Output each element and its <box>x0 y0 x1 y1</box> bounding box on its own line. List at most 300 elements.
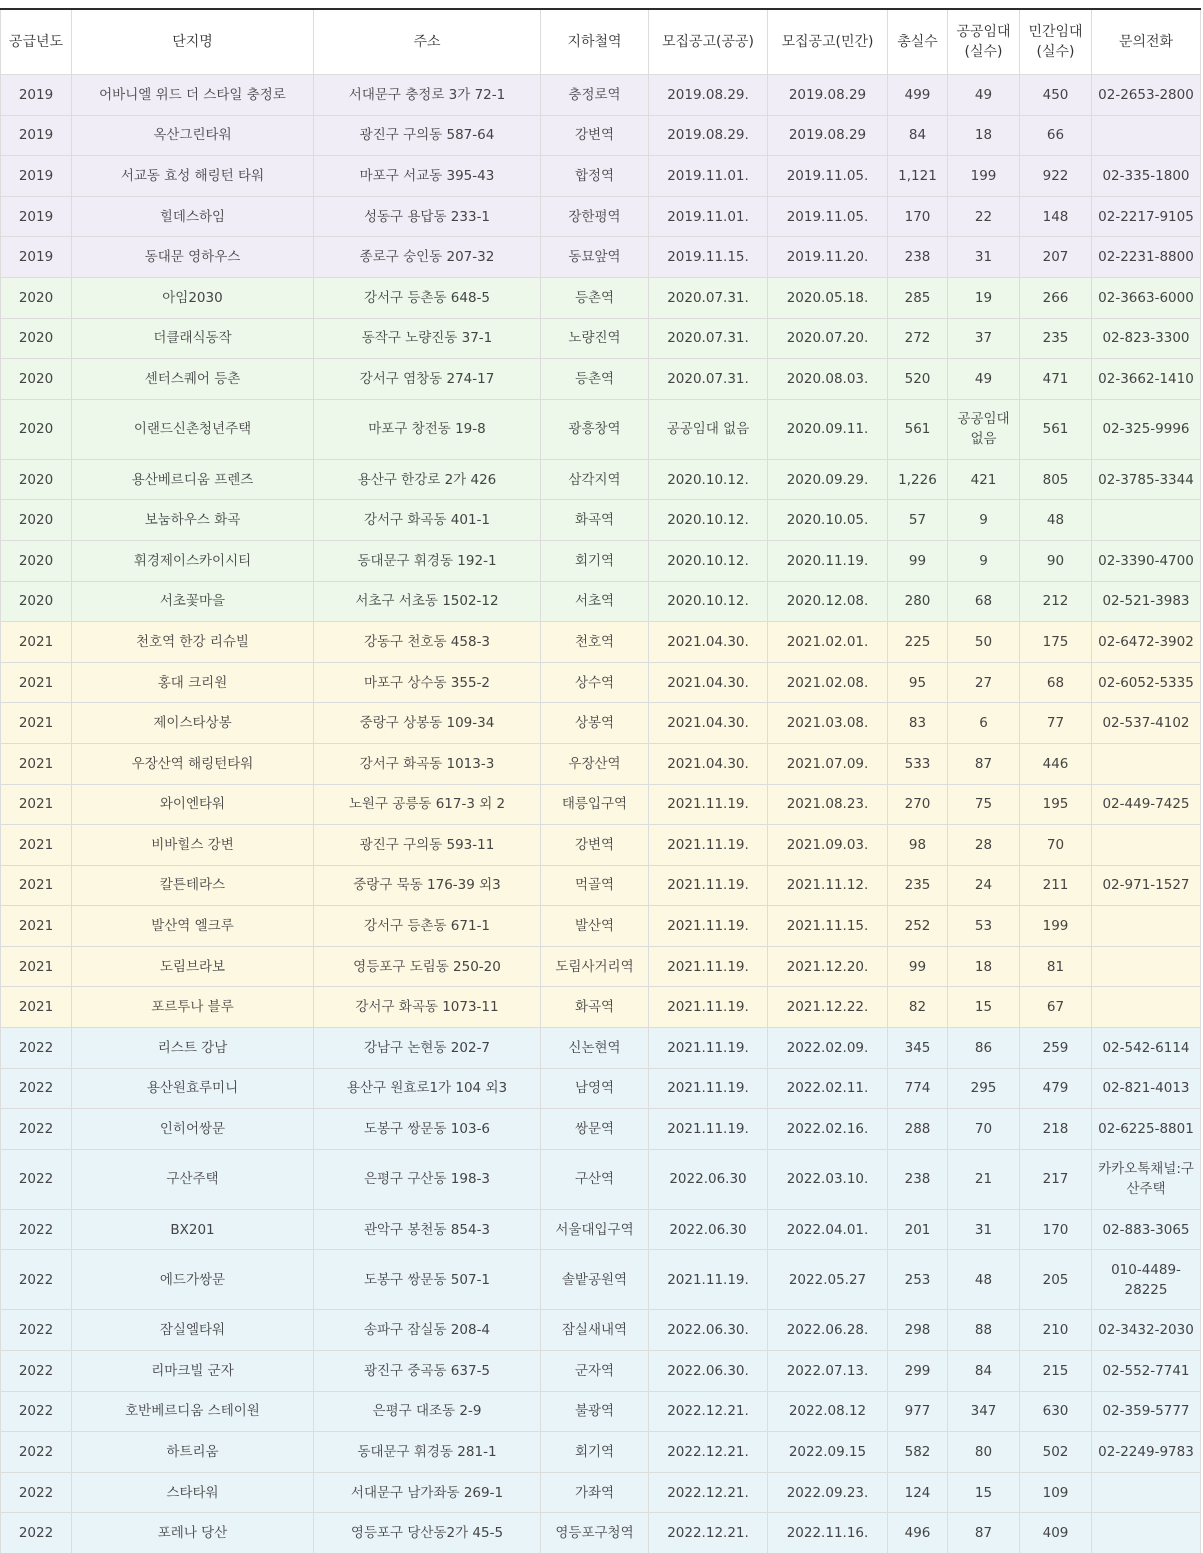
cell-notice-private: 2022.07.13. <box>768 1351 888 1392</box>
table-row <box>1 946 1201 987</box>
cell-subway-station: 솔밭공원역 <box>541 1250 649 1310</box>
cell-contact-phone: 02-542-6114 <box>1092 1028 1201 1069</box>
cell-contact-phone <box>1092 743 1201 784</box>
cell-supply-year: 2020 <box>1 500 72 541</box>
cell-notice-private: 2021.07.09. <box>768 743 888 784</box>
cell-notice-public: 2021.11.19. <box>649 987 768 1028</box>
cell-supply-year: 2022 <box>1 1310 72 1351</box>
cell-private-rental-units: 805 <box>1020 459 1092 500</box>
cell-total-units: 252 <box>888 906 948 947</box>
cell-private-rental-units: 205 <box>1020 1250 1092 1310</box>
cell-private-rental-units: 630 <box>1020 1391 1092 1432</box>
cell-address: 마포구 서교동 395-43 <box>314 156 541 197</box>
cell-private-rental-units: 266 <box>1020 277 1092 318</box>
cell-public-rental-units: 18 <box>948 946 1020 987</box>
cell-contact-phone: 02-2653-2800 <box>1092 75 1201 116</box>
cell-notice-private: 2022.06.28. <box>768 1310 888 1351</box>
cell-private-rental-units: 210 <box>1020 1310 1092 1351</box>
cell-supply-year: 2021 <box>1 987 72 1028</box>
cell-address: 관악구 봉천동 854-3 <box>314 1209 541 1250</box>
cell-notice-public: 2019.11.01. <box>649 196 768 237</box>
cell-total-units: 253 <box>888 1250 948 1310</box>
cell-total-units: 235 <box>888 865 948 906</box>
cell-total-units: 280 <box>888 581 948 622</box>
table-row <box>1 1351 1201 1392</box>
cell-total-units: 977 <box>888 1391 948 1432</box>
cell-total-units: 499 <box>888 75 948 116</box>
cell-contact-phone: 02-552-7741 <box>1092 1351 1201 1392</box>
cell-total-units: 270 <box>888 784 948 825</box>
cell-notice-private: 2020.05.18. <box>768 277 888 318</box>
cell-complex-name: 리스트 강남 <box>72 1028 314 1069</box>
cell-public-rental-units: 48 <box>948 1250 1020 1310</box>
cell-contact-phone: 02-3390-4700 <box>1092 540 1201 581</box>
cell-supply-year: 2020 <box>1 399 72 459</box>
cell-notice-private: 2019.08.29 <box>768 115 888 156</box>
cell-notice-public: 2020.10.12. <box>649 581 768 622</box>
cell-notice-public: 2021.11.19. <box>649 906 768 947</box>
cell-notice-private: 2020.07.20. <box>768 318 888 359</box>
cell-subway-station: 쌍문역 <box>541 1109 649 1150</box>
cell-public-rental-units: 68 <box>948 581 1020 622</box>
cell-notice-private: 2021.03.08. <box>768 703 888 744</box>
cell-notice-private: 2019.08.29 <box>768 75 888 116</box>
cell-notice-public: 2022.12.21. <box>649 1432 768 1473</box>
table-row <box>1 1109 1201 1150</box>
cell-complex-name: 용산베르디움 프렌즈 <box>72 459 314 500</box>
cell-subway-station: 강변역 <box>541 115 649 156</box>
cell-address: 강동구 천호동 458-3 <box>314 622 541 663</box>
cell-public-rental-units: 22 <box>948 196 1020 237</box>
cell-private-rental-units: 212 <box>1020 581 1092 622</box>
table-row <box>1 459 1201 500</box>
cell-notice-private: 2022.02.16. <box>768 1109 888 1150</box>
table-row <box>1 1068 1201 1109</box>
cell-public-rental-units: 86 <box>948 1028 1020 1069</box>
header-notice-public: 모집공고(공공) <box>649 9 768 75</box>
cell-contact-phone: 02-6225-8801 <box>1092 1109 1201 1150</box>
cell-public-rental-units: 21 <box>948 1149 1020 1209</box>
cell-subway-station: 회기역 <box>541 1432 649 1473</box>
cell-address: 마포구 창전동 19-8 <box>314 399 541 459</box>
cell-address: 중랑구 묵동 176-39 외3 <box>314 865 541 906</box>
cell-complex-name: BX201 <box>72 1209 314 1250</box>
cell-contact-phone: 카카오톡채널:구산주택 <box>1092 1149 1201 1209</box>
cell-private-rental-units: 215 <box>1020 1351 1092 1392</box>
cell-private-rental-units: 450 <box>1020 75 1092 116</box>
cell-public-rental-units: 84 <box>948 1351 1020 1392</box>
cell-notice-private: 2021.09.03. <box>768 825 888 866</box>
cell-subway-station: 도림사거리역 <box>541 946 649 987</box>
cell-contact-phone: 010-4489-28225 <box>1092 1250 1201 1310</box>
cell-address: 은평구 구산동 198-3 <box>314 1149 541 1209</box>
cell-contact-phone <box>1092 115 1201 156</box>
cell-subway-station: 강변역 <box>541 825 649 866</box>
cell-address: 광진구 구의동 587-64 <box>314 115 541 156</box>
cell-total-units: 57 <box>888 500 948 541</box>
header-address: 주소 <box>314 9 541 75</box>
cell-private-rental-units: 217 <box>1020 1149 1092 1209</box>
cell-notice-public: 2022.12.21. <box>649 1391 768 1432</box>
cell-private-rental-units: 48 <box>1020 500 1092 541</box>
cell-public-rental-units: 27 <box>948 662 1020 703</box>
cell-notice-public: 2021.04.30. <box>649 703 768 744</box>
cell-public-rental-units: 75 <box>948 784 1020 825</box>
cell-address: 동대문구 휘경동 281-1 <box>314 1432 541 1473</box>
cell-subway-station: 먹골역 <box>541 865 649 906</box>
cell-address: 용산구 원효로1가 104 외3 <box>314 1068 541 1109</box>
cell-notice-public: 2022.06.30 <box>649 1209 768 1250</box>
cell-total-units: 288 <box>888 1109 948 1150</box>
cell-private-rental-units: 68 <box>1020 662 1092 703</box>
cell-complex-name: 더클래식동작 <box>72 318 314 359</box>
cell-private-rental-units: 207 <box>1020 237 1092 278</box>
cell-public-rental-units: 31 <box>948 1209 1020 1250</box>
cell-complex-name: 칼튼테라스 <box>72 865 314 906</box>
cell-private-rental-units: 175 <box>1020 622 1092 663</box>
cell-subway-station: 상수역 <box>541 662 649 703</box>
cell-private-rental-units: 148 <box>1020 196 1092 237</box>
cell-subway-station: 회기역 <box>541 540 649 581</box>
cell-complex-name: 도림브라보 <box>72 946 314 987</box>
cell-public-rental-units: 6 <box>948 703 1020 744</box>
cell-notice-private: 2021.12.20. <box>768 946 888 987</box>
cell-public-rental-units: 87 <box>948 1513 1020 1553</box>
table-row <box>1 581 1201 622</box>
cell-total-units: 225 <box>888 622 948 663</box>
cell-complex-name: 천호역 한강 리슈빌 <box>72 622 314 663</box>
cell-private-rental-units: 502 <box>1020 1432 1092 1473</box>
cell-total-units: 84 <box>888 115 948 156</box>
cell-public-rental-units: 9 <box>948 540 1020 581</box>
cell-public-rental-units: 347 <box>948 1391 1020 1432</box>
cell-public-rental-units: 15 <box>948 1472 1020 1513</box>
cell-public-rental-units: 37 <box>948 318 1020 359</box>
cell-complex-name: 어바니엘 위드 더 스타일 충정로 <box>72 75 314 116</box>
table-row <box>1 987 1201 1028</box>
cell-subway-station: 우장산역 <box>541 743 649 784</box>
cell-address: 영등포구 당산동2가 45-5 <box>314 1513 541 1553</box>
cell-address: 서대문구 남가좌동 269-1 <box>314 1472 541 1513</box>
cell-complex-name: 옥산그린타워 <box>72 115 314 156</box>
cell-contact-phone: 02-449-7425 <box>1092 784 1201 825</box>
cell-address: 동작구 노량진동 37-1 <box>314 318 541 359</box>
cell-supply-year: 2020 <box>1 318 72 359</box>
cell-notice-private: 2020.08.03. <box>768 359 888 400</box>
cell-contact-phone: 02-3663-6000 <box>1092 277 1201 318</box>
cell-total-units: 561 <box>888 399 948 459</box>
cell-total-units: 299 <box>888 1351 948 1392</box>
cell-public-rental-units: 15 <box>948 987 1020 1028</box>
cell-address: 광진구 구의동 593-11 <box>314 825 541 866</box>
cell-subway-station: 합정역 <box>541 156 649 197</box>
cell-notice-public: 2020.07.31. <box>649 359 768 400</box>
cell-total-units: 345 <box>888 1028 948 1069</box>
cell-notice-private: 2022.08.12 <box>768 1391 888 1432</box>
cell-supply-year: 2021 <box>1 743 72 784</box>
cell-address: 강서구 염창동 274-17 <box>314 359 541 400</box>
cell-notice-private: 2019.11.05. <box>768 156 888 197</box>
cell-total-units: 520 <box>888 359 948 400</box>
table-row <box>1 277 1201 318</box>
cell-complex-name: 홍대 크리원 <box>72 662 314 703</box>
table-row <box>1 662 1201 703</box>
table-row <box>1 115 1201 156</box>
cell-public-rental-units: 199 <box>948 156 1020 197</box>
cell-public-rental-units: 28 <box>948 825 1020 866</box>
table-row <box>1 540 1201 581</box>
cell-complex-name: 서교동 효성 해링턴 타워 <box>72 156 314 197</box>
cell-public-rental-units: 80 <box>948 1432 1020 1473</box>
cell-address: 영등포구 도림동 250-20 <box>314 946 541 987</box>
cell-private-rental-units: 66 <box>1020 115 1092 156</box>
cell-contact-phone <box>1092 1513 1201 1553</box>
cell-contact-phone <box>1092 1472 1201 1513</box>
cell-notice-private: 2021.11.15. <box>768 906 888 947</box>
cell-notice-private: 2022.02.11. <box>768 1068 888 1109</box>
cell-complex-name: 와이엔타워 <box>72 784 314 825</box>
cell-total-units: 99 <box>888 946 948 987</box>
cell-notice-public: 2022.06.30. <box>649 1351 768 1392</box>
cell-complex-name: 제이스타상봉 <box>72 703 314 744</box>
cell-complex-name: 잠실엘타워 <box>72 1310 314 1351</box>
cell-subway-station: 등촌역 <box>541 359 649 400</box>
cell-subway-station: 등촌역 <box>541 277 649 318</box>
cell-complex-name: 비바힐스 강변 <box>72 825 314 866</box>
cell-supply-year: 2021 <box>1 784 72 825</box>
cell-private-rental-units: 77 <box>1020 703 1092 744</box>
cell-notice-public: 2021.11.19. <box>649 865 768 906</box>
cell-supply-year: 2021 <box>1 662 72 703</box>
cell-notice-private: 2019.11.20. <box>768 237 888 278</box>
cell-private-rental-units: 170 <box>1020 1209 1092 1250</box>
cell-subway-station: 영등포구청역 <box>541 1513 649 1553</box>
cell-notice-public: 2020.07.31. <box>649 318 768 359</box>
cell-address: 강서구 화곡동 1073-11 <box>314 987 541 1028</box>
cell-supply-year: 2020 <box>1 359 72 400</box>
cell-supply-year: 2022 <box>1 1391 72 1432</box>
header-total-units: 총실수 <box>888 9 948 75</box>
cell-public-rental-units: 88 <box>948 1310 1020 1351</box>
table-row <box>1 1028 1201 1069</box>
cell-contact-phone: 02-521-3983 <box>1092 581 1201 622</box>
cell-complex-name: 보눔하우스 화곡 <box>72 500 314 541</box>
cell-notice-public: 2020.10.12. <box>649 500 768 541</box>
cell-address: 마포구 상수동 355-2 <box>314 662 541 703</box>
cell-private-rental-units: 409 <box>1020 1513 1092 1553</box>
cell-contact-phone <box>1092 500 1201 541</box>
cell-private-rental-units: 259 <box>1020 1028 1092 1069</box>
cell-supply-year: 2022 <box>1 1209 72 1250</box>
cell-complex-name: 힐데스하임 <box>72 196 314 237</box>
cell-contact-phone <box>1092 906 1201 947</box>
cell-contact-phone: 02-6052-5335 <box>1092 662 1201 703</box>
cell-notice-private: 2022.02.09. <box>768 1028 888 1069</box>
cell-notice-private: 2021.02.01. <box>768 622 888 663</box>
cell-contact-phone: 02-821-4013 <box>1092 1068 1201 1109</box>
cell-supply-year: 2022 <box>1 1432 72 1473</box>
cell-complex-name: 리마크빌 군자 <box>72 1351 314 1392</box>
cell-total-units: 83 <box>888 703 948 744</box>
cell-notice-private: 2021.12.22. <box>768 987 888 1028</box>
cell-supply-year: 2020 <box>1 277 72 318</box>
cell-supply-year: 2021 <box>1 622 72 663</box>
cell-complex-name: 센터스퀘어 등촌 <box>72 359 314 400</box>
cell-subway-station: 삼각지역 <box>541 459 649 500</box>
cell-subway-station: 가좌역 <box>541 1472 649 1513</box>
cell-supply-year: 2020 <box>1 540 72 581</box>
cell-total-units: 582 <box>888 1432 948 1473</box>
cell-complex-name: 이랜드신촌청년주택 <box>72 399 314 459</box>
header-supply-year: 공급년도 <box>1 9 72 75</box>
cell-notice-public: 2021.11.19. <box>649 1068 768 1109</box>
cell-supply-year: 2019 <box>1 75 72 116</box>
cell-contact-phone: 02-537-4102 <box>1092 703 1201 744</box>
cell-public-rental-units: 공공임대 없음 <box>948 399 1020 459</box>
cell-contact-phone: 02-335-1800 <box>1092 156 1201 197</box>
cell-contact-phone <box>1092 946 1201 987</box>
cell-complex-name: 포레나 당산 <box>72 1513 314 1553</box>
cell-contact-phone: 02-325-9996 <box>1092 399 1201 459</box>
cell-private-rental-units: 90 <box>1020 540 1092 581</box>
table-row <box>1 1250 1201 1310</box>
table-row <box>1 399 1201 459</box>
cell-complex-name: 용산원효루미니 <box>72 1068 314 1109</box>
cell-complex-name: 우장산역 해링턴타워 <box>72 743 314 784</box>
cell-notice-private: 2022.09.23. <box>768 1472 888 1513</box>
cell-contact-phone: 02-823-3300 <box>1092 318 1201 359</box>
cell-total-units: 298 <box>888 1310 948 1351</box>
cell-supply-year: 2022 <box>1 1472 72 1513</box>
cell-public-rental-units: 49 <box>948 359 1020 400</box>
cell-complex-name: 서초꽃마을 <box>72 581 314 622</box>
cell-complex-name: 발산역 엘크루 <box>72 906 314 947</box>
cell-private-rental-units: 561 <box>1020 399 1092 459</box>
cell-subway-station: 발산역 <box>541 906 649 947</box>
table-row <box>1 75 1201 116</box>
cell-address: 성동구 용답동 233-1 <box>314 196 541 237</box>
cell-contact-phone <box>1092 825 1201 866</box>
cell-public-rental-units: 87 <box>948 743 1020 784</box>
cell-total-units: 95 <box>888 662 948 703</box>
cell-notice-public: 2022.06.30 <box>649 1149 768 1209</box>
cell-private-rental-units: 109 <box>1020 1472 1092 1513</box>
header-public-rental-units: 공공임대 (실수) <box>948 9 1020 75</box>
cell-supply-year: 2022 <box>1 1068 72 1109</box>
cell-total-units: 285 <box>888 277 948 318</box>
cell-total-units: 124 <box>888 1472 948 1513</box>
cell-subway-station: 광흥창역 <box>541 399 649 459</box>
table-row <box>1 1310 1201 1351</box>
cell-notice-public: 2019.11.01. <box>649 156 768 197</box>
cell-public-rental-units: 49 <box>948 75 1020 116</box>
cell-public-rental-units: 50 <box>948 622 1020 663</box>
cell-complex-name: 아임2030 <box>72 277 314 318</box>
cell-address: 서초구 서초동 1502-12 <box>314 581 541 622</box>
cell-subway-station: 군자역 <box>541 1351 649 1392</box>
cell-supply-year: 2020 <box>1 459 72 500</box>
cell-notice-private: 2022.04.01. <box>768 1209 888 1250</box>
table-row <box>1 743 1201 784</box>
cell-subway-station: 태릉입구역 <box>541 784 649 825</box>
cell-subway-station: 화곡역 <box>541 987 649 1028</box>
cell-address: 도봉구 쌍문동 103-6 <box>314 1109 541 1150</box>
cell-total-units: 496 <box>888 1513 948 1553</box>
cell-address: 강서구 화곡동 401-1 <box>314 500 541 541</box>
table-row <box>1 622 1201 663</box>
cell-subway-station: 서울대입구역 <box>541 1209 649 1250</box>
cell-supply-year: 2019 <box>1 196 72 237</box>
cell-supply-year: 2020 <box>1 581 72 622</box>
table-row <box>1 1149 1201 1209</box>
cell-public-rental-units: 18 <box>948 115 1020 156</box>
cell-contact-phone <box>1092 987 1201 1028</box>
cell-supply-year: 2022 <box>1 1351 72 1392</box>
cell-supply-year: 2019 <box>1 156 72 197</box>
table-row <box>1 1432 1201 1473</box>
cell-subway-station: 노량진역 <box>541 318 649 359</box>
cell-total-units: 238 <box>888 1149 948 1209</box>
cell-total-units: 201 <box>888 1209 948 1250</box>
cell-subway-station: 불광역 <box>541 1391 649 1432</box>
cell-subway-station: 서초역 <box>541 581 649 622</box>
cell-complex-name: 동대문 영하우스 <box>72 237 314 278</box>
cell-public-rental-units: 19 <box>948 277 1020 318</box>
cell-address: 도봉구 쌍문동 507-1 <box>314 1250 541 1310</box>
cell-notice-public: 2021.11.19. <box>649 1250 768 1310</box>
cell-notice-public: 2022.12.21. <box>649 1513 768 1553</box>
cell-address: 강남구 논현동 202-7 <box>314 1028 541 1069</box>
cell-address: 강서구 등촌동 648-5 <box>314 277 541 318</box>
table-row <box>1 825 1201 866</box>
cell-supply-year: 2022 <box>1 1513 72 1553</box>
header-complex-name: 단지명 <box>72 9 314 75</box>
cell-complex-name: 휘경제이스카이시티 <box>72 540 314 581</box>
cell-supply-year: 2021 <box>1 946 72 987</box>
cell-supply-year: 2022 <box>1 1250 72 1310</box>
cell-supply-year: 2019 <box>1 115 72 156</box>
cell-notice-public: 2020.10.12. <box>649 459 768 500</box>
cell-supply-year: 2022 <box>1 1149 72 1209</box>
cell-notice-private: 2022.11.16. <box>768 1513 888 1553</box>
cell-subway-station: 충정로역 <box>541 75 649 116</box>
cell-total-units: 1,226 <box>888 459 948 500</box>
table-row <box>1 703 1201 744</box>
cell-address: 서대문구 충정로 3가 72-1 <box>314 75 541 116</box>
header-contact-phone: 문의전화 <box>1092 9 1201 75</box>
cell-notice-public: 2022.06.30. <box>649 1310 768 1351</box>
cell-notice-private: 2020.11.19. <box>768 540 888 581</box>
cell-address: 용산구 한강로 2가 426 <box>314 459 541 500</box>
cell-total-units: 774 <box>888 1068 948 1109</box>
cell-address: 강서구 화곡동 1013-3 <box>314 743 541 784</box>
cell-complex-name: 구산주택 <box>72 1149 314 1209</box>
table-row <box>1 237 1201 278</box>
cell-supply-year: 2022 <box>1 1109 72 1150</box>
cell-contact-phone: 02-2217-9105 <box>1092 196 1201 237</box>
table-header-row <box>1 9 1201 75</box>
cell-private-rental-units: 67 <box>1020 987 1092 1028</box>
table-row <box>1 1513 1201 1553</box>
cell-private-rental-units: 70 <box>1020 825 1092 866</box>
cell-public-rental-units: 295 <box>948 1068 1020 1109</box>
cell-public-rental-units: 421 <box>948 459 1020 500</box>
cell-notice-public: 2021.11.19. <box>649 946 768 987</box>
cell-public-rental-units: 24 <box>948 865 1020 906</box>
table-row <box>1 500 1201 541</box>
cell-notice-public: 2021.04.30. <box>649 662 768 703</box>
table-row <box>1 865 1201 906</box>
